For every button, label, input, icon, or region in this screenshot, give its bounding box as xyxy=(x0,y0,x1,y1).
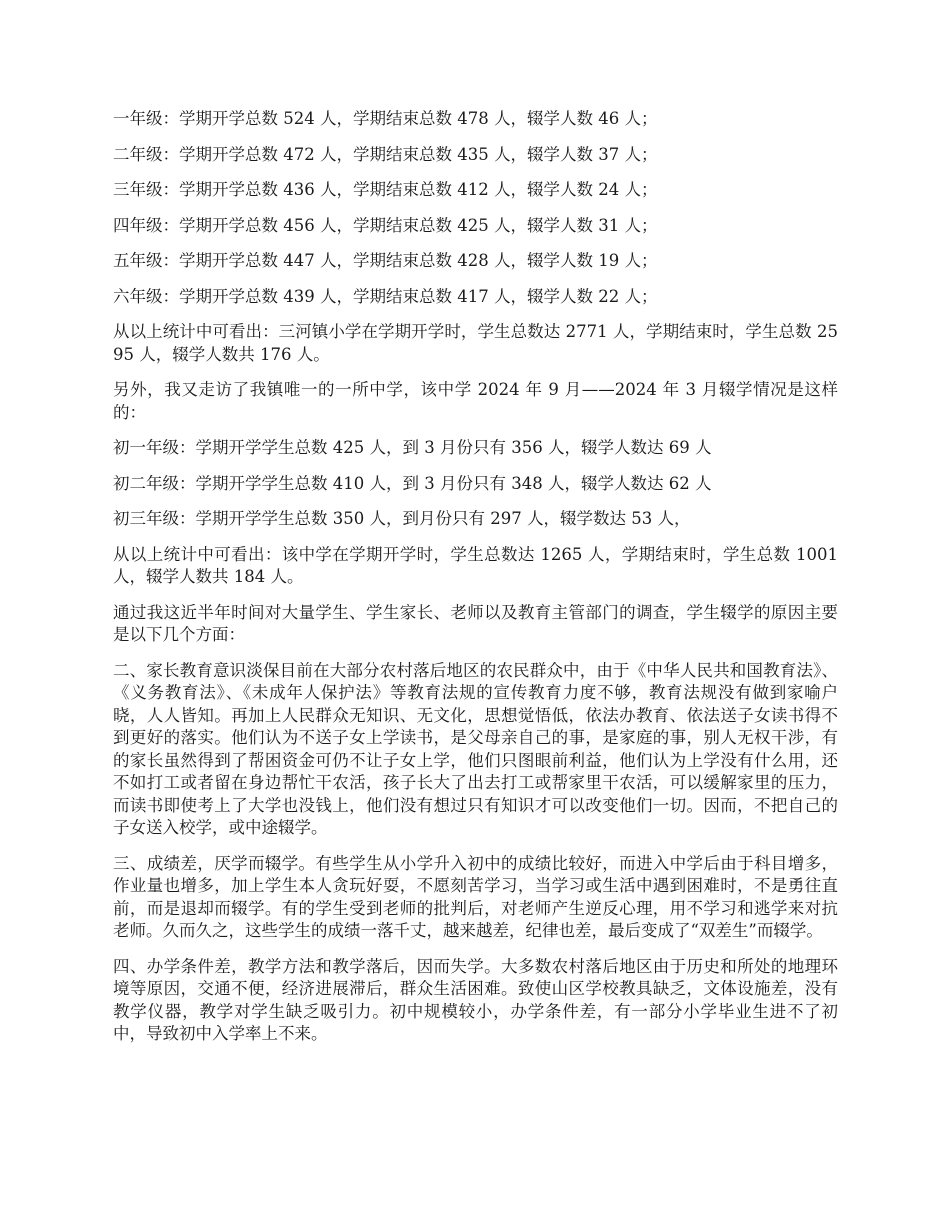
paragraph-junior-1: 初一年级：学期开学学生总数 425 人，到 3 月份只有 356 人，辍学人数达 69 人 xyxy=(113,438,712,457)
paragraph-middle-summary: 从以上统计中可看出：该中学在学期开学时，学生总数达 1265 人，学期结束时，学生总数 1001 人，辍学人数共 184 人。 xyxy=(113,544,838,586)
paragraph-grade-4: 四年级：学期开学总数 456 人，学期结束总数 425 人，辍学人数 31 人； xyxy=(113,215,658,235)
paragraph-primary-summary: 从以上统计中可看出：三河镇小学在学期开学时，学生总数达 2771 人，学期结束时，学生总数 2595 人，辍学人数共 176 人。 xyxy=(113,322,838,364)
paragraph-grade-2: 二年级：学期开学总数 472 人，学期结束总数 435 人，辍学人数 37 人； xyxy=(113,144,658,164)
paragraph-survey-intro: 通过我这近半年时间对大量学生、学生家长、老师以及教育主管部门的调查，学生辍学的原因主要是以下几个方面： xyxy=(113,602,838,644)
document-body xyxy=(113,108,838,1059)
paragraph-grade-1: 一年级：学期开学总数 524 人，学期结束总数 478 人，辍学人数 46 人； xyxy=(113,109,658,128)
paragraph-reason-2: 二、家长教育意识淡保目前在大部分农村落后地区的农民群众中，由于《中华人民共和国教育法》、《义务教育法》、《未成年人保护法》等教育法规的宣传教育力度不够，教育法规没有做到家喻户晓，人人皆知。再加上人民群众无知识、无文化，思想觉悟低，依法办教育、依法送子女读书得不到更好的落实。他们认为不送子女上学读书，是父母亲自己的事，是家庭的事，别人无权干涉，有的家长虽然得到了帮困资金可仍不让子女上学，他们只图眼前利益，他们认为上学没有什么用，还不如打工或者留在身边帮忙干农活，孩子长大了出去打工或帮家里干农活，可以缓解家里的压力，而读书即使考上了大学也没钱上，他们没有想过只有知识才可以改变他们一切。因而，不把自己的子女送入校学，或中途辍学。 xyxy=(113,660,838,837)
paragraph-junior-2: 初二年级：学期开学学生总数 410 人，到 3 月份只有 348 人，辍学人数达 62 人 xyxy=(113,473,712,493)
paragraph-reason-4: 四、办学条件差，教学方法和教学落后，因而失学。大多数农村落后地区由于历史和所处的地理环境等原因，交通不便，经济进展滞后，群众生活困难。致使山区学校教具缺乏，文体设施差，没有教学仪器，教学对学生缺乏吸引力。初中规模较小，办学条件差，有一部分小学毕业生进不了初中，导致初中入学率上不来。 xyxy=(113,956,838,1043)
paragraph-grade-3: 三年级：学期开学总数 436 人，学期结束总数 412 人，辍学人数 24 人； xyxy=(113,180,658,199)
paragraph-middle-school-intro: 另外，我又走访了我镇唯一的一所中学，该中学 2024 年 9 月——2024 年 3 月辍学情况是这样的： xyxy=(113,380,838,422)
paragraph-reason-3: 三、成绩差，厌学而辍学。有些学生从小学升入初中的成绩比较好，而进入中学后由于科目增多，作业量也增多，加上学生本人贪玩好耍，不愿刻苦学习，当学习或生活中遇到困难时，不是勇往直前，而是退却而辍学。有的学生受到老师的批判后，对老师产生逆反心理，用不学习和逃学来对抗老师。久而久之，这些学生的成绩一落千丈，越来越差，纪律也差，最后变成了“双差生”而辍学。 xyxy=(113,853,838,940)
paragraph-grade-5: 五年级：学期开学总数 447 人，学期结束总数 428 人，辍学人数 19 人； xyxy=(113,251,658,270)
paragraph-grade-6: 六年级：学期开学总数 439 人，学期结束总数 417 人，辍学人数 22 人； xyxy=(113,286,658,306)
paragraph-junior-3: 初三年级：学期开学学生总数 350 人，到月份只有 297 人，辍学数达 53 人， xyxy=(113,509,691,528)
